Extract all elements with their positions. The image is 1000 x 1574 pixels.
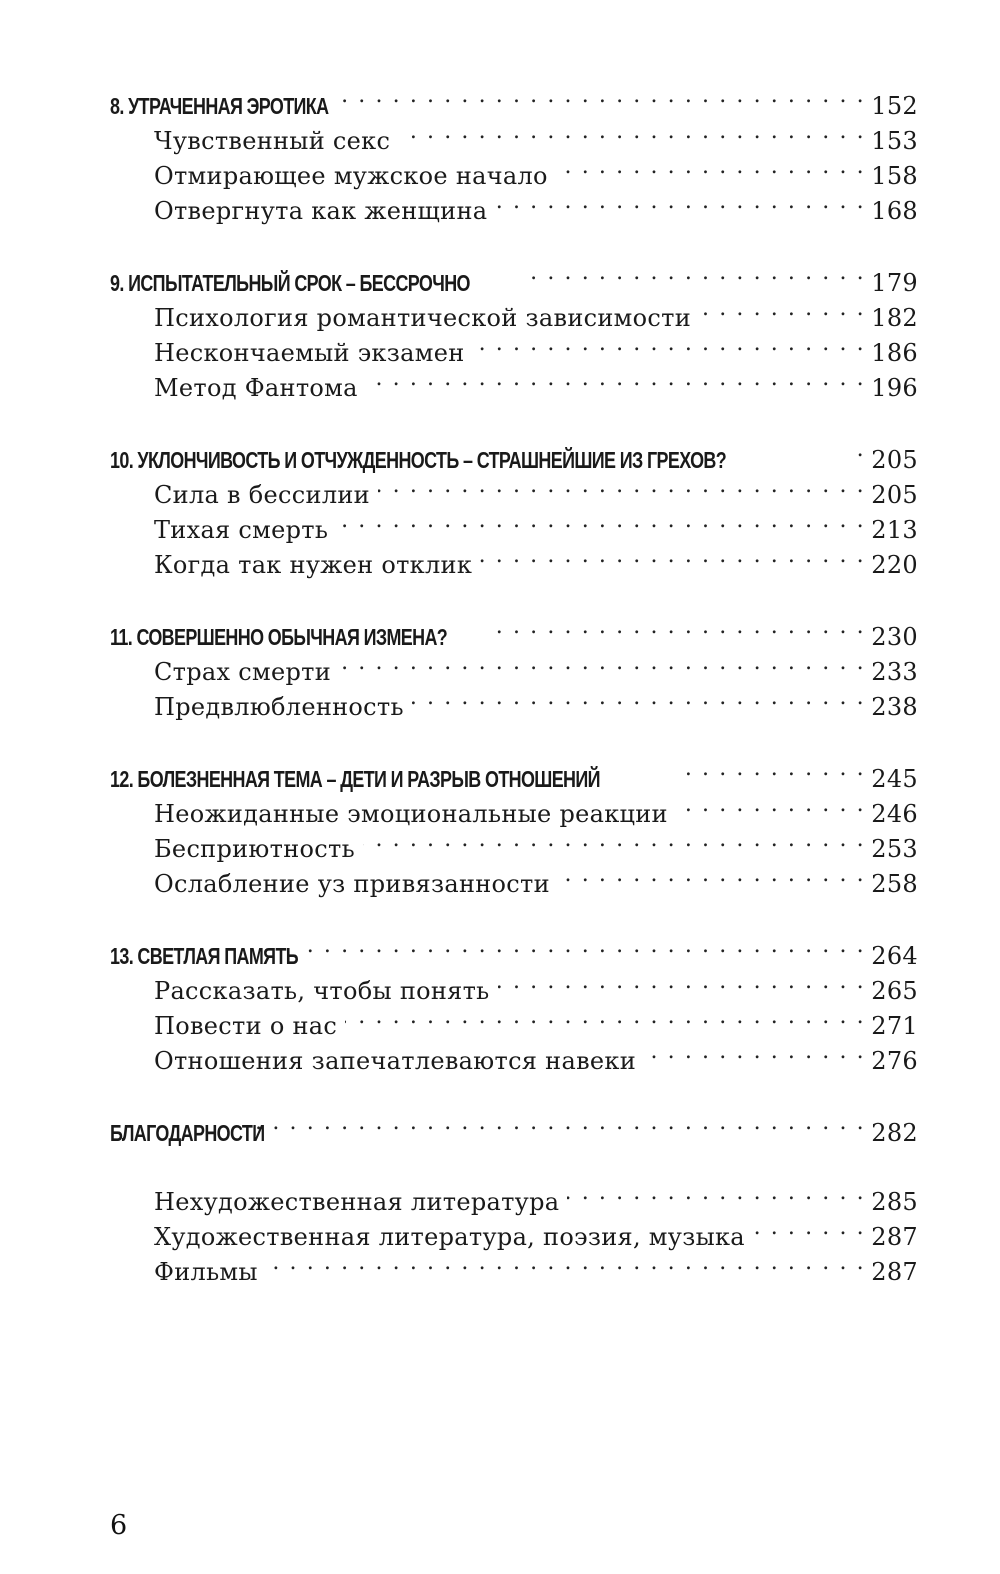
toc-section-chapter-13 xyxy=(110,928,918,1075)
dot-leader xyxy=(848,432,871,468)
dot-leader xyxy=(336,503,871,538)
dot-leader xyxy=(699,291,871,326)
dot-leader xyxy=(266,1245,871,1280)
dot-leader xyxy=(398,114,871,149)
toc-section-chapter-12 xyxy=(110,751,918,898)
dot-leader xyxy=(345,999,871,1034)
dot-leader xyxy=(473,326,872,361)
toc-section-chapter-8 xyxy=(110,78,918,225)
dot-leader xyxy=(498,964,872,999)
toc-section-chapter-11 xyxy=(110,609,918,721)
subentry-page: 265 xyxy=(871,977,918,1005)
dot-leader xyxy=(256,1105,871,1141)
subentry-page: 276 xyxy=(871,1047,918,1075)
subentry-title: Метод Фантома xyxy=(154,374,358,402)
subentry-title: Бесприютность xyxy=(154,835,355,863)
subentry-page: 168 xyxy=(871,197,918,225)
subentry-page: 238 xyxy=(871,693,918,721)
subentry-page: 246 xyxy=(871,800,918,828)
subentry-title: Фильмы xyxy=(154,1258,258,1286)
subentry-title: Художественная литература, поэзия, музыка xyxy=(154,1223,745,1251)
subentry-title: Психология романтической зависимости xyxy=(154,304,692,332)
toc-chapter-entry[interactable] xyxy=(110,609,918,651)
dot-leader xyxy=(412,680,871,715)
toc-section-references xyxy=(110,1175,918,1286)
chapter-title: 13. СВЕТЛАЯ ПАМЯТЬ xyxy=(110,943,299,969)
subentry-page: 182 xyxy=(871,304,918,332)
subentry-page: 205 xyxy=(871,481,918,509)
toc-section-chapter-9 xyxy=(110,255,918,402)
subentry-title: Когда так нужен отклик xyxy=(154,551,473,579)
page-number: 6 xyxy=(110,1510,128,1541)
subentry-title: Нехудожественная литература xyxy=(154,1188,560,1216)
dot-leader xyxy=(490,609,871,645)
subentry-title: Отмирающее мужское начало xyxy=(154,162,548,190)
chapter-page: 205 xyxy=(871,446,918,474)
subentry-title: Повести о нас xyxy=(154,1012,338,1040)
dot-leader xyxy=(378,468,871,503)
dot-leader xyxy=(366,361,872,396)
dot-leader xyxy=(299,928,871,964)
subentry-page: 287 xyxy=(871,1258,918,1286)
subentry-title: Чувственный секс xyxy=(154,127,391,155)
subentry-page: 253 xyxy=(871,835,918,863)
subentry-page: 186 xyxy=(871,339,918,367)
toc-chapter-entry[interactable] xyxy=(110,255,918,297)
subentry-page: 196 xyxy=(871,374,918,402)
subentry-title: Отношения запечатлеваются навеки xyxy=(154,1047,636,1075)
dot-leader xyxy=(339,645,871,680)
chapter-title: 9. ИСПЫТАТЕЛЬНЫЙ СРОК – БЕССРОЧНО xyxy=(110,270,470,296)
dot-leader xyxy=(676,787,871,822)
chapter-title: 10. УКЛОНЧИВОСТЬ И ОТЧУЖДЕННОСТЬ – СТРАШНЕЙШИЕ ИЗ ГРЕХОВ? xyxy=(110,447,727,473)
dot-leader xyxy=(519,255,871,291)
subentry-page: 287 xyxy=(871,1223,918,1251)
dot-leader xyxy=(556,149,871,184)
dot-leader xyxy=(686,751,871,787)
chapter-title: БЛАГОДАРНОСТИ xyxy=(110,1120,265,1146)
toc-section-acknowledgements xyxy=(110,1105,918,1147)
toc-chapter-entry[interactable] xyxy=(110,928,918,970)
subentry-page: 258 xyxy=(871,870,918,898)
subentry-page: 285 xyxy=(871,1188,918,1216)
dot-leader xyxy=(480,538,871,573)
chapter-page: 179 xyxy=(871,269,918,297)
subentry-title: Предвлюбленность xyxy=(154,693,404,721)
subentry-page: 213 xyxy=(871,516,918,544)
subentry-page: 158 xyxy=(871,162,918,190)
subentry-title: Тихая смерть xyxy=(154,516,329,544)
subentry-title: Отвергнута как женщина xyxy=(154,197,488,225)
dot-leader xyxy=(558,857,871,892)
toc-subentry[interactable] xyxy=(110,1175,918,1216)
chapter-title: 11. СОВЕРШЕННО ОБЫЧНАЯ ИЗМЕНА? xyxy=(110,624,448,650)
toc-chapter-entry[interactable] xyxy=(110,1105,918,1147)
dot-leader xyxy=(644,1034,871,1069)
subentry-page: 153 xyxy=(871,127,918,155)
chapter-page: 245 xyxy=(871,765,918,793)
toc-chapter-entry[interactable] xyxy=(110,751,918,793)
subentry-title: Нескончаемый экзамен xyxy=(154,339,465,367)
chapter-page: 264 xyxy=(871,942,918,970)
subentry-title: Неожиданные эмоциональные реакции xyxy=(154,800,668,828)
subentry-title: Рассказать, чтобы понять xyxy=(154,977,490,1005)
dot-leader xyxy=(495,184,871,219)
subentry-page: 220 xyxy=(871,551,918,579)
subentry-page: 271 xyxy=(871,1012,918,1040)
dot-leader xyxy=(567,1175,871,1210)
table-of-contents xyxy=(110,78,918,1316)
subentry-title: Страх смерти xyxy=(154,658,332,686)
chapter-page: 152 xyxy=(871,92,918,120)
toc-section-chapter-10 xyxy=(110,432,918,579)
subentry-title: Ослабление уз привязанности xyxy=(154,870,550,898)
chapter-title: 8. УТРАЧЕННАЯ ЭРОТИКА xyxy=(110,93,329,119)
subentry-page: 233 xyxy=(871,658,918,686)
dot-leader xyxy=(338,78,871,114)
chapter-title: 12. БОЛЕЗНЕННАЯ ТЕМА – ДЕТИ И РАЗРЫВ ОТНОШЕНИЙ xyxy=(110,766,600,792)
dot-leader xyxy=(363,822,871,857)
toc-chapter-entry[interactable] xyxy=(110,78,918,120)
toc-chapter-entry[interactable] xyxy=(110,432,918,474)
subentry-title: Сила в бессилии xyxy=(154,481,370,509)
chapter-page: 230 xyxy=(871,623,918,651)
dot-leader xyxy=(753,1210,871,1245)
chapter-page: 282 xyxy=(871,1119,918,1147)
